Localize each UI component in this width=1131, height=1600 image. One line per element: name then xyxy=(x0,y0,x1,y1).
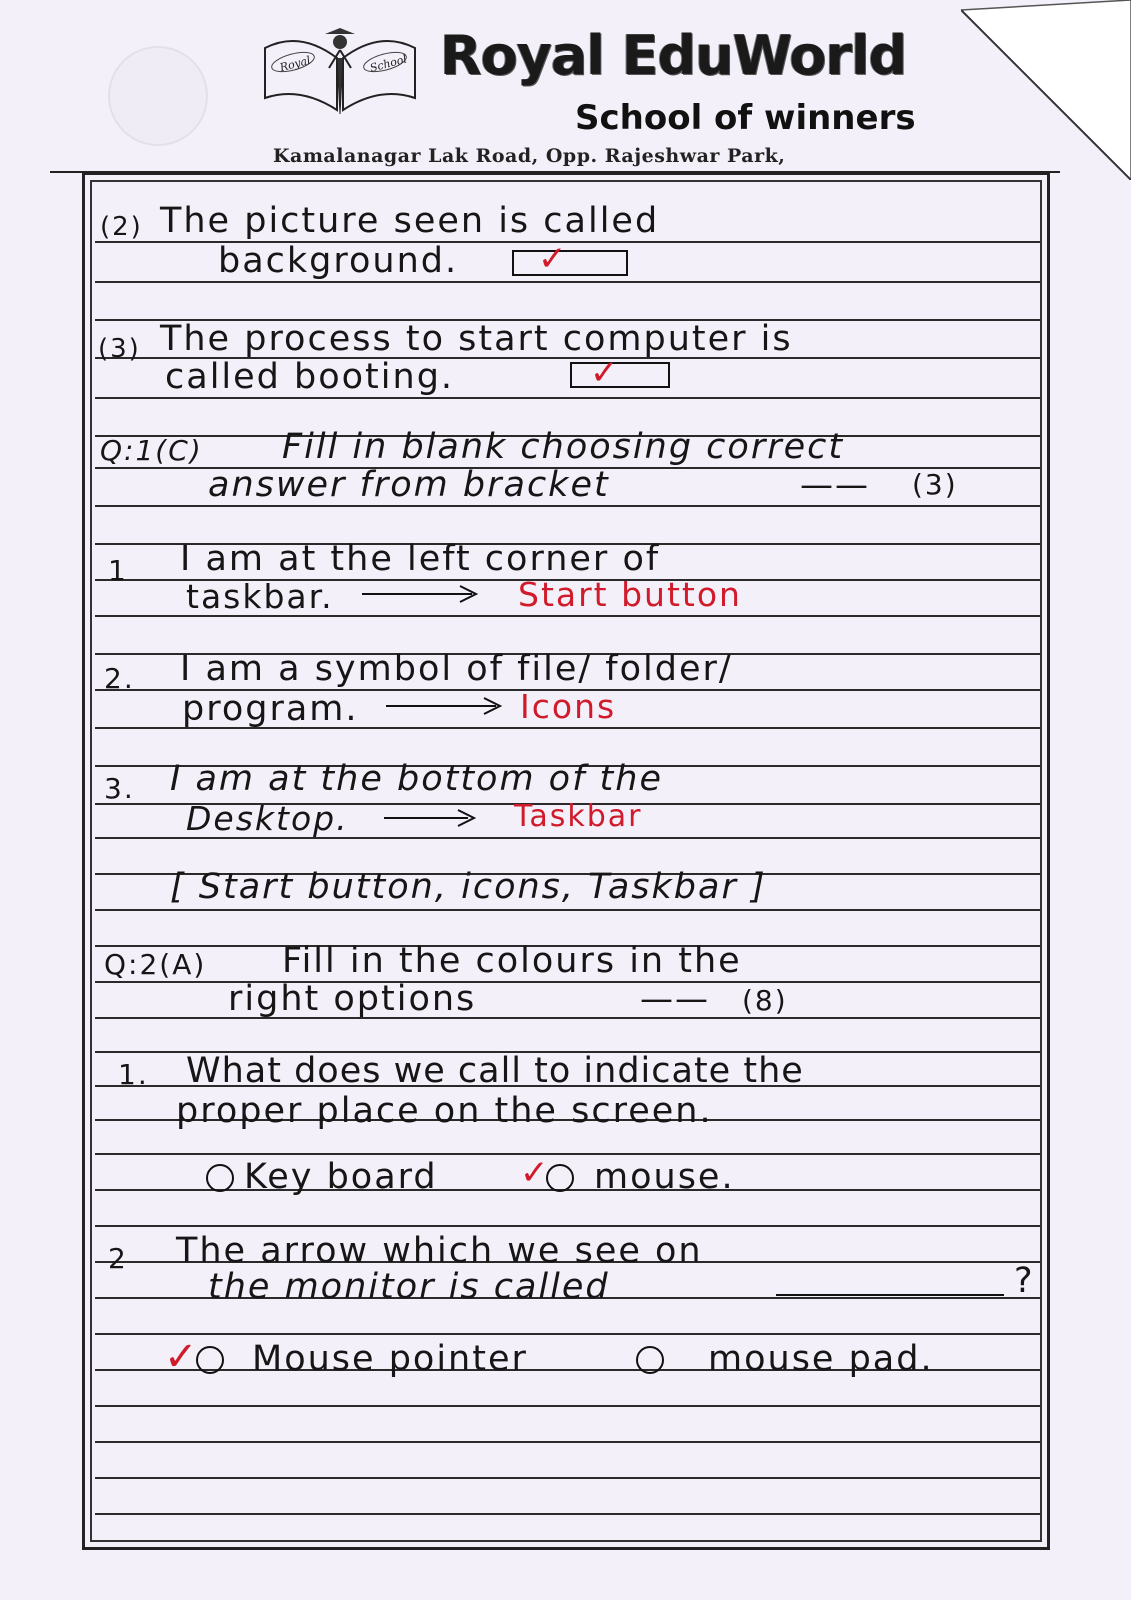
item-1c-3-number: 3. xyxy=(104,772,135,805)
item-1c-1-line2: taskbar. xyxy=(186,577,334,616)
item-1c-1-number: 1 xyxy=(108,554,128,587)
answer-blank-line xyxy=(776,1290,1006,1300)
school-address: Kamalanagar Lak Road, Opp. Rajeshwar Park, xyxy=(273,145,786,167)
item-2a-2-number: 2 xyxy=(108,1242,128,1275)
school-tagline: School of winners xyxy=(575,98,916,138)
item-2a-2-option-a: Mouse pointer xyxy=(252,1339,528,1379)
q2-tick-icon: ✓ xyxy=(538,239,567,279)
item-1c-3-answer: Taskbar xyxy=(514,799,643,834)
section-1c-options: [ Start button, icons, Taskbar ] xyxy=(170,867,767,907)
q3-line1: The process to start computer is xyxy=(160,319,793,359)
item-2a-1-option-b: mouse. xyxy=(594,1157,735,1197)
section-1c-number: Q:1(C) xyxy=(100,434,203,467)
q3-line2: called booting. xyxy=(165,357,455,397)
arrow-icon xyxy=(382,808,482,828)
q2-line1: The picture seen is called xyxy=(160,201,660,241)
section-1c-line2: answer from bracket xyxy=(208,465,610,505)
section-1c-dash: —— xyxy=(800,465,870,504)
item-2a-1-line1: What does we call to indicate the xyxy=(186,1051,804,1091)
item-2a-2-option-b: mouse pad. xyxy=(708,1339,934,1379)
q3-mark-box xyxy=(570,362,670,388)
radio-mouse-pointer-option[interactable] xyxy=(196,1346,224,1374)
selected-tick-icon: ✓ xyxy=(520,1153,549,1193)
school-name: Royal EduWorld xyxy=(440,24,907,87)
section-1c-marks: (3) xyxy=(912,468,958,501)
arrow-icon xyxy=(384,696,504,716)
item-1c-3-line1: I am at the bottom of the xyxy=(170,759,663,799)
item-2a-1-option-a: Key board xyxy=(244,1157,438,1197)
arrow-icon xyxy=(360,584,480,604)
item-1c-1-answer: Start button xyxy=(518,575,742,614)
logo-left-text: Royal xyxy=(278,53,312,75)
item-2a-1-line2: proper place on the screen. xyxy=(176,1091,713,1131)
item-1c-2-answer: Icons xyxy=(520,687,617,726)
q3-number: (3) xyxy=(98,334,141,364)
item-2a-2-question-mark: ? xyxy=(1014,1261,1035,1301)
radio-keyboard-option[interactable] xyxy=(206,1164,234,1192)
item-2a-1-number: 1. xyxy=(118,1058,149,1091)
section-1c-line1: Fill in blank choosing correct xyxy=(282,427,845,467)
item-1c-2-number: 2. xyxy=(104,662,135,695)
item-2a-2-line2: the monitor is called xyxy=(208,1267,610,1307)
item-1c-1-line1: I am at the left corner of xyxy=(180,539,661,579)
radio-mouse-pad-option[interactable] xyxy=(636,1346,664,1374)
item-1c-2-line1: I am a symbol of file/ folder/ xyxy=(180,649,733,689)
section-2a-line2: right options xyxy=(228,979,477,1019)
radio-mouse-option[interactable] xyxy=(546,1164,574,1192)
q2-mark-box xyxy=(512,250,628,276)
section-2a-number: Q:2(A) xyxy=(104,948,207,981)
section-2a-dash: —— xyxy=(640,979,710,1018)
q2-number: (2) xyxy=(100,212,143,242)
item-2a-2-line1: The arrow which we see on xyxy=(176,1231,703,1271)
item-1c-2-line2: program. xyxy=(182,689,359,729)
section-2a-marks: (8) xyxy=(742,984,788,1017)
selected-tick-icon: ✓ xyxy=(164,1334,198,1380)
section-2a-line1: Fill in the colours in the xyxy=(282,941,742,981)
item-1c-3-line2: Desktop. xyxy=(186,799,349,838)
q2-line2: background. xyxy=(218,241,459,281)
q3-tick-icon: ✓ xyxy=(590,353,619,393)
logo-right-text: School xyxy=(368,52,409,75)
